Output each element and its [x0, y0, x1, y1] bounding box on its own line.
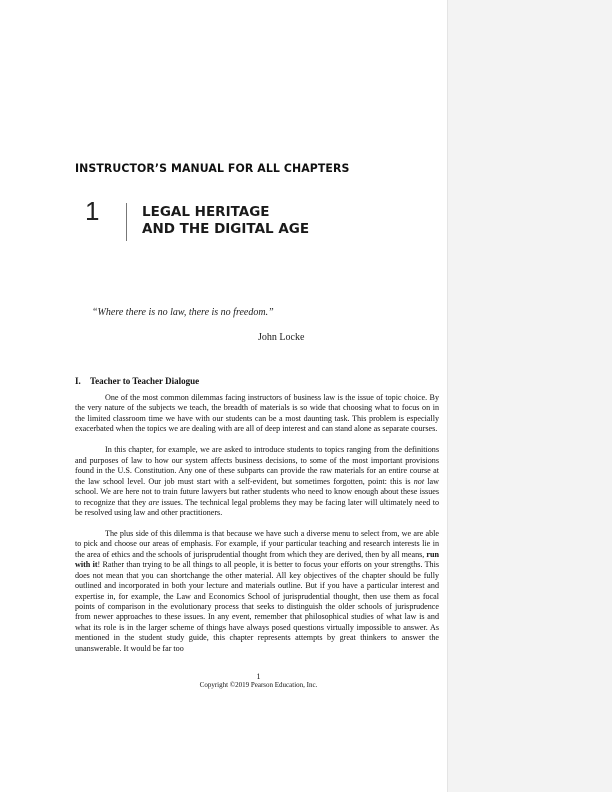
paragraph-2 [75, 445, 439, 518]
epigraph-author: John Locke [258, 332, 305, 343]
chapter-title-line1: LEGAL HERITAGE [142, 204, 270, 220]
chapter-number: 1 [85, 196, 100, 226]
chapter-divider [126, 203, 127, 241]
paragraph-2-emphasis-not: not [413, 476, 425, 486]
paragraph-1: One of the most common dilemmas facing instructors of business law is the issue of topic choice. By the very nature of the subjects we teach, the breadth of materials is so wide that choosing what to focus on in the limited classroom time we have with our students can be a most daunting task. This problem is especially exacerbated when the topics we are dealing with are all of deep interest and can stand alone as separate courses. [75, 393, 439, 434]
paragraph-2-text-b: law school. We are here not to train future lawyers but rather students who need to know enough about these issues to recognize that they [75, 476, 439, 507]
paragraph-3-bold-run-with-it: run with it [75, 549, 439, 570]
copyright-footer: Copyright ©2019 Pearson Education, Inc. [199, 681, 318, 689]
paragraph-2-text-c: issues. The technical legal problems they may be facing later will ultimately need to be resolved using law and other practitioners. [75, 497, 440, 517]
paragraph-3-text-a: The plus side of this dilemma is that because we have such a diverse menu to select from, we are able to pick and choose our areas of emphasis. For example, if your particular teaching and research interests lie in the area of ethics and the schools of jurisprudential thought from which they are derived, then by all means, [75, 528, 439, 559]
section-number: I. [75, 376, 81, 386]
chapter-title-line2: AND THE DIGITAL AGE [142, 221, 310, 237]
epigraph-quote: “Where there is no law, there is no freedom.” [92, 307, 274, 318]
section-title: Teacher to Teacher Dialogue [90, 376, 200, 386]
paragraph-3 [75, 529, 439, 654]
page-number: 1 [256, 672, 261, 681]
body-text [75, 393, 439, 654]
paragraph-2-emphasis-are: are [148, 497, 160, 507]
comment-margin-pane [447, 0, 612, 792]
section-heading [75, 376, 199, 386]
paragraph-3-text-b: ! Rather than trying to be all things to all people, it is better to focus your efforts on your strengths. This does not mean that you can shortchange the other material. All key objectives of the chapter should be fully outlined and incorporated in both your lecture and materials outline. But if you have a particular interest and expertise in, for example, the Law and Economics School of jurisprudential thought, then use them as focal points of comparison in the evolutionary process that seeks to distinguish the older schools of jurisprudence from newer approaches to these issues. In any event, remember that philosophical studies of what law is and what its role is in the larger scheme of things have always posed questions virtually impossible to answer. As mentioned in the student study guide, this chapter represents attempts by great thinkers to answer the unanswerable. It would be far too [75, 560, 439, 653]
chapter-title [142, 204, 422, 238]
paragraph-2-text-a: In this chapter, for example, we are asked to introduce students to topics ranging from the definitions and purposes of law to how our system affects business decisions, to some of the most important provisions found in the U.S. Constitution. Any one of these subparts can provide the raw materials for an entire course at the law school level. Our job must start with a self-evident, but sometimes forgotten, point: this is [75, 445, 439, 486]
manual-title: INSTRUCTOR’S MANUAL FOR ALL CHAPTERS [75, 161, 350, 175]
